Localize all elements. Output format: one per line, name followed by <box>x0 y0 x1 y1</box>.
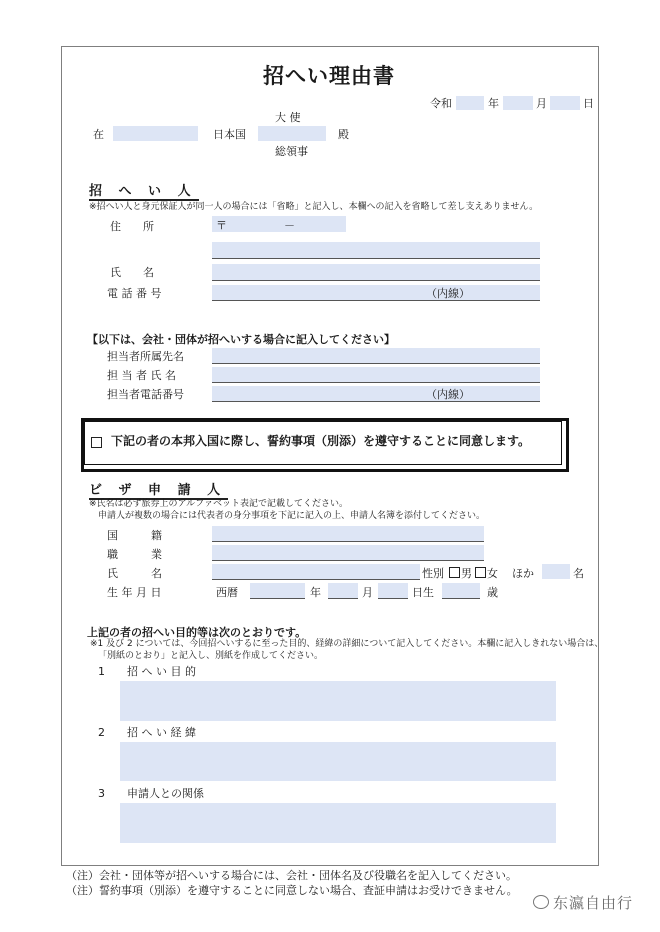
invitation-purpose-field[interactable] <box>120 681 556 721</box>
post-location-field[interactable] <box>113 126 198 141</box>
birth-day-field[interactable] <box>378 583 408 599</box>
contact-name-field[interactable] <box>212 367 540 383</box>
company-heading: 【以下は、会社・団体が招へいする場合に記入してください】 <box>87 333 395 346</box>
postal-code-field[interactable] <box>212 216 346 232</box>
female-checkbox[interactable] <box>475 567 486 578</box>
month-field[interactable] <box>503 96 533 110</box>
purpose-heading: 上記の者の招へい目的等は次のとおりです。 <box>87 626 307 639</box>
nationality-label: 国 籍 <box>107 529 162 542</box>
birth-day-label: 日生 <box>412 586 434 599</box>
consent-checkbox[interactable] <box>91 437 102 448</box>
post-type-field[interactable] <box>258 126 326 141</box>
birth-year-label: 年 <box>310 586 321 599</box>
inviter-extension-label: （内線） <box>426 287 470 300</box>
purpose-item-1-label: 招 へ い 目 的 <box>127 665 196 678</box>
dob-label: 生 年 月 日 <box>107 586 162 599</box>
purpose-item-3-label: 申請人との関係 <box>127 787 204 800</box>
birth-month-label: 月 <box>362 586 373 599</box>
inviter-name-field[interactable] <box>212 264 540 281</box>
consent-text: 下記の者の本邦入国に際し、誓約事項（別添）を遵守することに同意します。 <box>111 434 531 448</box>
purpose-item-1-number: 1 <box>98 665 105 678</box>
postal-dash: － <box>284 219 295 232</box>
era-label: 令和 <box>430 97 452 110</box>
nationality-field[interactable] <box>212 526 484 542</box>
others-label: ほか <box>512 567 534 580</box>
consul-label: 総領事 <box>275 145 308 158</box>
count-unit-label: 名 <box>573 567 584 580</box>
chat-bubble-icon <box>533 895 549 909</box>
invitation-background-field[interactable] <box>120 742 556 781</box>
inviter-note: ※招へい人と身元保証人が同一人の場合には「省略」と記入し、本欄への記入を省略して差し支えありません。 <box>89 202 539 212</box>
birth-year-field[interactable] <box>250 583 305 599</box>
occupation-field[interactable] <box>212 545 484 561</box>
age-unit-label: 歳 <box>487 586 498 599</box>
occupation-label: 職 業 <box>107 548 162 561</box>
western-era-label: 西暦 <box>216 586 238 599</box>
era-year-field[interactable] <box>456 96 484 110</box>
contact-phone-label: 担当者電話番号 <box>107 388 184 401</box>
watermark-text: 东瀛自由行 <box>553 894 634 912</box>
applicant-note-1: ※氏名は必ず旅券上のアルファベット表記で記載してください。 <box>89 499 349 509</box>
purpose-note-2: 「別紙のとおり」と記入し、別紙を作成してください。 <box>98 651 324 661</box>
postal-mark: 〒 <box>216 219 227 232</box>
at-label: 在 <box>93 128 104 141</box>
birth-month-field[interactable] <box>328 583 358 599</box>
applicant-name-label: 氏 名 <box>107 567 162 580</box>
age-field[interactable] <box>442 583 480 599</box>
applicant-heading: ビ ザ 申 請 人 <box>89 479 228 500</box>
inviter-address-field[interactable] <box>212 242 540 259</box>
contact-phone-field[interactable] <box>212 386 540 402</box>
day-label: 日 <box>583 97 594 110</box>
applicant-name-field[interactable] <box>212 564 420 580</box>
year-label: 年 <box>488 97 499 110</box>
gender-label: 性別 <box>422 567 444 580</box>
ambassador-label: 大 使 <box>275 111 301 124</box>
inviter-phone-field[interactable] <box>212 285 540 301</box>
female-label: 女 <box>487 567 498 580</box>
contact-dept-field[interactable] <box>212 348 540 364</box>
honorific-label: 殿 <box>338 128 349 141</box>
month-label: 月 <box>536 97 547 110</box>
footnote-1: （注）会社・団体等が招へいする場合には、会社・団体名及び役職名を記入してください。 <box>66 869 517 882</box>
purpose-item-2-number: 2 <box>98 726 105 739</box>
male-label: 男 <box>461 567 472 580</box>
inviter-heading: 招 へ い 人 <box>89 180 199 201</box>
purpose-item-3-number: 3 <box>98 787 105 800</box>
purpose-item-2-label: 招 へ い 経 緯 <box>127 726 196 739</box>
inviter-address-label: 住 所 <box>110 220 154 233</box>
others-count-field[interactable] <box>542 564 570 579</box>
footnote-2: （注）誓約事項（別添）を遵守することに同意しない場合、査証申請はお受けできません。 <box>66 884 518 897</box>
male-checkbox[interactable] <box>449 567 460 578</box>
inviter-phone-label: 電 話 番 号 <box>107 287 162 300</box>
contact-dept-label: 担当者所属先名 <box>107 350 184 363</box>
contact-name-label: 担 当 者 氏 名 <box>107 369 176 382</box>
country-label: 日本国 <box>213 128 246 141</box>
contact-extension-label: （内線） <box>426 388 470 401</box>
purpose-note-1: ※1 及び 2 については、今回招へいするに至った目的、経緯の詳細について記入してください。本欄に記入しきれない場合は、 <box>90 639 604 649</box>
day-field[interactable] <box>550 96 580 110</box>
applicant-relationship-field[interactable] <box>120 803 556 843</box>
form-title: 招へい理由書 <box>263 64 395 88</box>
applicant-note-2: 申請人が複数の場合には代表者の身分事項を下記に記入の上、申請人名簿を添付してください。 <box>98 511 486 521</box>
inviter-name-label: 氏 名 <box>110 266 154 279</box>
